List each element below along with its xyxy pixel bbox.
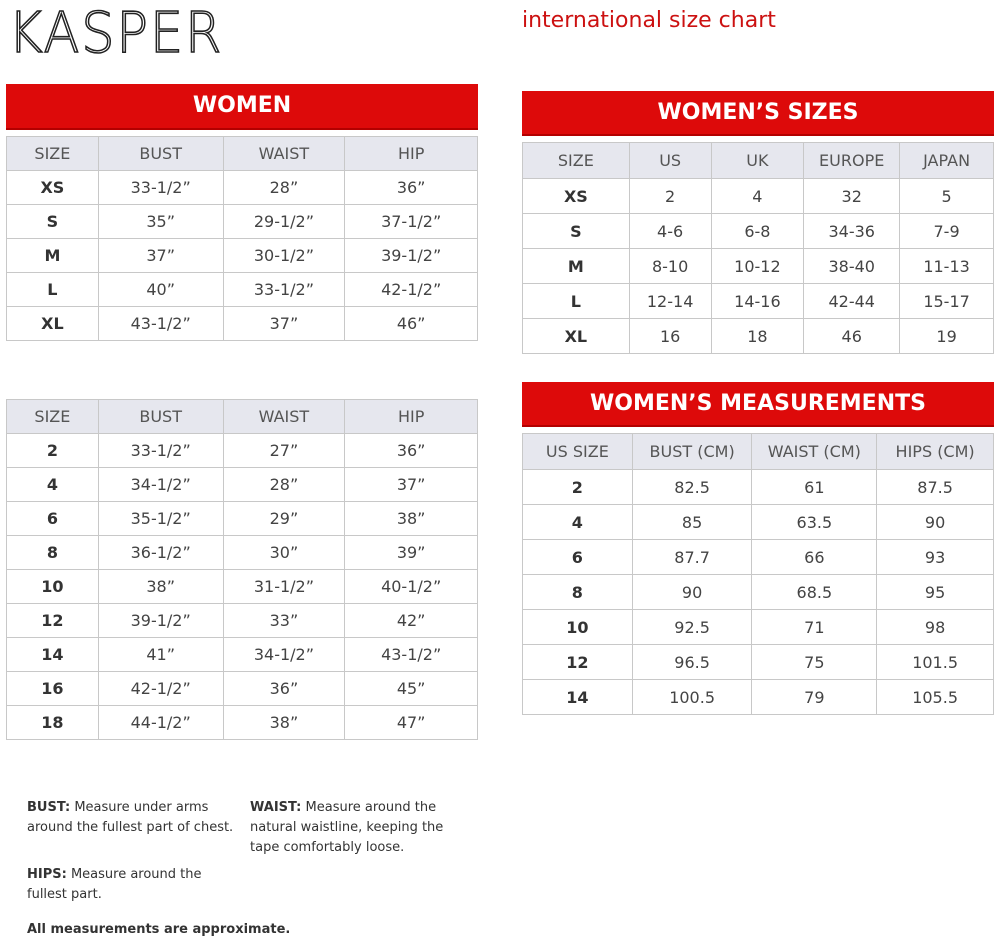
- womens-measurements-cm-table: [522, 433, 994, 715]
- table-row: [523, 610, 994, 645]
- value-cell: 18: [711, 319, 804, 354]
- value-cell: 93: [877, 540, 994, 575]
- table-row: [7, 502, 478, 536]
- table-row: [523, 284, 994, 319]
- value-cell: 39-1/2”: [98, 604, 223, 638]
- column-header: UK: [711, 143, 804, 179]
- table-header-row: [7, 400, 478, 434]
- column-header: BUST: [98, 137, 223, 171]
- table-row: [523, 214, 994, 249]
- table-header-row: [7, 137, 478, 171]
- size-cell: 4: [523, 505, 633, 540]
- value-cell: 63.5: [752, 505, 877, 540]
- value-cell: 44-1/2”: [98, 706, 223, 740]
- women-numeric-size-table: [6, 399, 478, 740]
- value-cell: 28”: [223, 171, 345, 205]
- column-header: HIP: [345, 400, 478, 434]
- size-cell: 14: [523, 680, 633, 715]
- value-cell: 95: [877, 575, 994, 610]
- size-cell: S: [7, 205, 99, 239]
- womens-measurements-banner: [522, 382, 994, 425]
- value-cell: 100.5: [632, 680, 752, 715]
- value-cell: 40-1/2”: [345, 570, 478, 604]
- size-cell: 8: [523, 575, 633, 610]
- table-row: [7, 307, 478, 341]
- hips-note: [27, 865, 207, 905]
- value-cell: 36”: [345, 434, 478, 468]
- value-cell: 46: [804, 319, 900, 354]
- table-row: [7, 638, 478, 672]
- value-cell: 37”: [98, 239, 223, 273]
- table-row: [7, 536, 478, 570]
- table-row: [7, 468, 478, 502]
- size-cell: M: [523, 249, 630, 284]
- value-cell: 38-40: [804, 249, 900, 284]
- value-cell: 79: [752, 680, 877, 715]
- table-row: [523, 575, 994, 610]
- value-cell: 68.5: [752, 575, 877, 610]
- value-cell: 30-1/2”: [223, 239, 345, 273]
- value-cell: 42-1/2”: [345, 273, 478, 307]
- kasper-logo: [6, 0, 232, 62]
- size-cell: XL: [523, 319, 630, 354]
- value-cell: 43-1/2”: [345, 638, 478, 672]
- kasper-logo-mark: [6, 0, 232, 62]
- approximate-note: All measurements are approximate.: [27, 922, 291, 937]
- size-cell: 6: [523, 540, 633, 575]
- value-cell: 27”: [223, 434, 345, 468]
- value-cell: 36”: [223, 672, 345, 706]
- value-cell: 38”: [345, 502, 478, 536]
- women-banner: [6, 84, 478, 128]
- value-cell: 39-1/2”: [345, 239, 478, 273]
- value-cell: 46”: [345, 307, 478, 341]
- table-row: [523, 645, 994, 680]
- size-cell: XS: [523, 179, 630, 214]
- table-row: [7, 570, 478, 604]
- value-cell: 43-1/2”: [98, 307, 223, 341]
- value-cell: 87.7: [632, 540, 752, 575]
- waist-note-label: WAIST:: [250, 800, 302, 815]
- value-cell: 45”: [345, 672, 478, 706]
- value-cell: 33-1/2”: [98, 171, 223, 205]
- value-cell: 12-14: [629, 284, 711, 319]
- size-cell: 16: [7, 672, 99, 706]
- value-cell: 42-44: [804, 284, 900, 319]
- value-cell: 87.5: [877, 470, 994, 505]
- column-header: EUROPE: [804, 143, 900, 179]
- table-row: [523, 249, 994, 284]
- womens-international-size-table: [522, 142, 994, 354]
- value-cell: 35”: [98, 205, 223, 239]
- table-row: [7, 273, 478, 307]
- size-cell: 12: [7, 604, 99, 638]
- kasper-logo-text: KASPER: [8, 0, 224, 62]
- value-cell: 33-1/2”: [98, 434, 223, 468]
- table-row: [7, 706, 478, 740]
- size-cell: L: [523, 284, 630, 319]
- column-header: BUST (CM): [632, 434, 752, 470]
- table-row: [523, 680, 994, 715]
- value-cell: 30”: [223, 536, 345, 570]
- table-row: [7, 205, 478, 239]
- value-cell: 61: [752, 470, 877, 505]
- column-header: US: [629, 143, 711, 179]
- size-cell: 14: [7, 638, 99, 672]
- size-cell: 10: [7, 570, 99, 604]
- value-cell: 92.5: [632, 610, 752, 645]
- table-header-row: [523, 143, 994, 179]
- column-header: SIZE: [523, 143, 630, 179]
- column-header: SIZE: [7, 400, 99, 434]
- size-cell: S: [523, 214, 630, 249]
- value-cell: 35-1/2”: [98, 502, 223, 536]
- value-cell: 90: [632, 575, 752, 610]
- value-cell: 66: [752, 540, 877, 575]
- value-cell: 29-1/2”: [223, 205, 345, 239]
- value-cell: 10-12: [711, 249, 804, 284]
- page-title: international size chart: [522, 8, 776, 33]
- hips-note-text: Measure around the fullest part.: [27, 867, 202, 902]
- table-row: [523, 505, 994, 540]
- bust-note-text: Measure under arms around the fullest part of chest.: [27, 800, 234, 835]
- bust-note: [27, 798, 247, 838]
- table-row: [523, 540, 994, 575]
- value-cell: 33”: [223, 604, 345, 638]
- value-cell: 37”: [223, 307, 345, 341]
- value-cell: 42-1/2”: [98, 672, 223, 706]
- table-row: [7, 171, 478, 205]
- column-header: HIPS (CM): [877, 434, 994, 470]
- table-row: [523, 470, 994, 505]
- size-cell: L: [7, 273, 99, 307]
- size-cell: 6: [7, 502, 99, 536]
- value-cell: 7-9: [900, 214, 994, 249]
- bust-note-label: BUST:: [27, 800, 71, 815]
- value-cell: 37”: [345, 468, 478, 502]
- value-cell: 28”: [223, 468, 345, 502]
- column-header: SIZE: [7, 137, 99, 171]
- column-header: WAIST: [223, 400, 345, 434]
- size-cell: 10: [523, 610, 633, 645]
- value-cell: 33-1/2”: [223, 273, 345, 307]
- value-cell: 98: [877, 610, 994, 645]
- column-header: WAIST (CM): [752, 434, 877, 470]
- table-row: [7, 434, 478, 468]
- size-cell: 2: [523, 470, 633, 505]
- value-cell: 38”: [98, 570, 223, 604]
- size-cell: XS: [7, 171, 99, 205]
- size-cell: 4: [7, 468, 99, 502]
- column-header: HIP: [345, 137, 478, 171]
- waist-note-text: Measure around the natural waistline, keeping the tape comfortably loose.: [250, 800, 444, 855]
- value-cell: 41”: [98, 638, 223, 672]
- column-header: BUST: [98, 400, 223, 434]
- table-row: [523, 319, 994, 354]
- value-cell: 47”: [345, 706, 478, 740]
- value-cell: 4-6: [629, 214, 711, 249]
- value-cell: 37-1/2”: [345, 205, 478, 239]
- size-cell: 2: [7, 434, 99, 468]
- size-cell: 12: [523, 645, 633, 680]
- value-cell: 75: [752, 645, 877, 680]
- table-row: [7, 239, 478, 273]
- value-cell: 34-1/2”: [223, 638, 345, 672]
- women-alpha-size-table: [6, 136, 478, 341]
- value-cell: 2: [629, 179, 711, 214]
- value-cell: 8-10: [629, 249, 711, 284]
- value-cell: 31-1/2”: [223, 570, 345, 604]
- womens-measurements-banner-label: WOMEN’S MEASUREMENTS: [590, 391, 926, 416]
- value-cell: 19: [900, 319, 994, 354]
- value-cell: 39”: [345, 536, 478, 570]
- value-cell: 101.5: [877, 645, 994, 680]
- value-cell: 29”: [223, 502, 345, 536]
- column-header: US SIZE: [523, 434, 633, 470]
- value-cell: 32: [804, 179, 900, 214]
- value-cell: 34-36: [804, 214, 900, 249]
- womens-sizes-banner-label: WOMEN’S SIZES: [657, 100, 859, 125]
- table-row: [7, 604, 478, 638]
- value-cell: 6-8: [711, 214, 804, 249]
- value-cell: 105.5: [877, 680, 994, 715]
- value-cell: 40”: [98, 273, 223, 307]
- value-cell: 36-1/2”: [98, 536, 223, 570]
- value-cell: 36”: [345, 171, 478, 205]
- women-banner-label: WOMEN: [192, 93, 292, 118]
- value-cell: 71: [752, 610, 877, 645]
- value-cell: 82.5: [632, 470, 752, 505]
- value-cell: 5: [900, 179, 994, 214]
- column-header: WAIST: [223, 137, 345, 171]
- column-header: JAPAN: [900, 143, 994, 179]
- value-cell: 90: [877, 505, 994, 540]
- size-cell: 18: [7, 706, 99, 740]
- table-row: [7, 672, 478, 706]
- value-cell: 14-16: [711, 284, 804, 319]
- value-cell: 11-13: [900, 249, 994, 284]
- table-row: [523, 179, 994, 214]
- value-cell: 4: [711, 179, 804, 214]
- table-header-row: [523, 434, 994, 470]
- value-cell: 38”: [223, 706, 345, 740]
- size-cell: M: [7, 239, 99, 273]
- value-cell: 16: [629, 319, 711, 354]
- size-cell: 8: [7, 536, 99, 570]
- value-cell: 85: [632, 505, 752, 540]
- womens-sizes-banner: [522, 91, 994, 134]
- value-cell: 42”: [345, 604, 478, 638]
- value-cell: 15-17: [900, 284, 994, 319]
- value-cell: 34-1/2”: [98, 468, 223, 502]
- value-cell: 96.5: [632, 645, 752, 680]
- waist-note: [250, 798, 460, 858]
- size-cell: XL: [7, 307, 99, 341]
- hips-note-label: HIPS:: [27, 867, 67, 882]
